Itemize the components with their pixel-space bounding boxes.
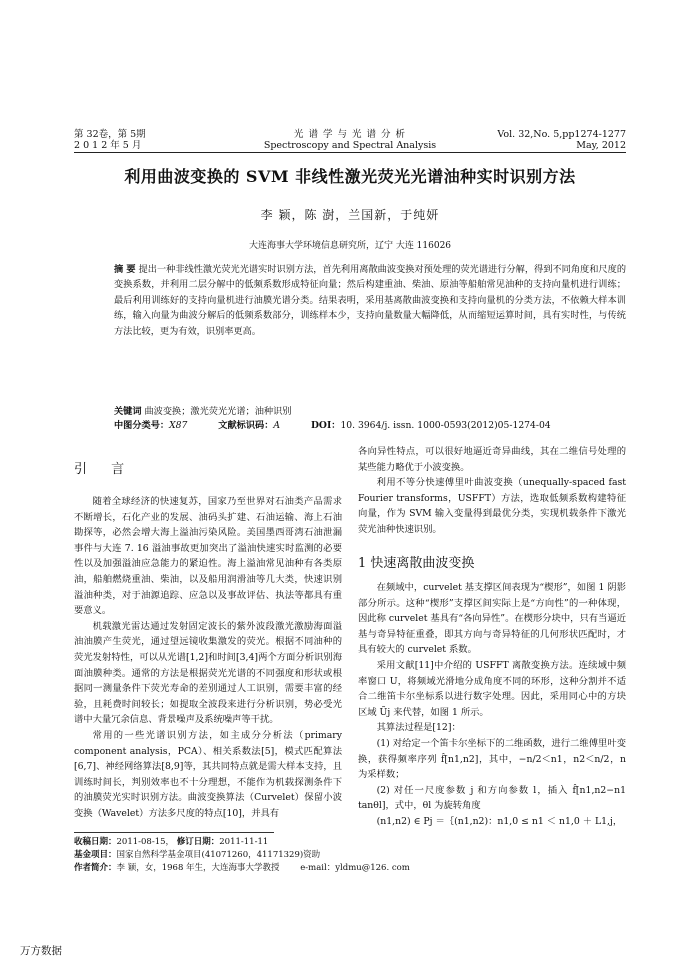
- affiliation: 大连海事大学环境信息研究所，辽宁 大连 116026: [248, 241, 452, 251]
- author-email: e-mail：yldmu@126. com: [300, 863, 410, 873]
- fund-text: 国家自然科学基金项目(41071260，41171329)资助: [116, 850, 321, 860]
- year-month: 2 0 1 2 年 5 月: [74, 140, 142, 151]
- intro-paragraph: 机载激光雷达通过发射固定波长的紫外波段激光激励海面溢油油膜产生荧光，通过望远镜收集激发的荧光。根据不同油种的荧光发射特性，可以从光谱[1,2]和时间[3,4]两个方面分析识别海面油膜种类。通常的方法是根据荧光光谱的不同强度和形状或根据同一测量条件下荧光寿命的差别通过人工识别，需要丰富的经验，且耗费时间较长；如提取全波段来进行分析识别，势必受光谱中大量冗余信息、背景噪声及系统噪声等干扰。: [74, 620, 342, 726]
- fund-line: [74, 849, 626, 862]
- footnote-rule: [74, 832, 274, 833]
- keywords-text: 曲波变换；激光荧光光谱；油种识别: [144, 406, 292, 417]
- abstract: [114, 262, 626, 339]
- section-introduction-title: 引 言: [74, 462, 135, 477]
- author-label: 作者简介：: [74, 863, 117, 873]
- volume-pages: Vol. 32,No. 5,pp1274-1277: [497, 129, 626, 140]
- clc-label: 中图分类号：: [114, 420, 170, 431]
- journal-name-en: Spectroscopy and Spectral Analysis: [263, 140, 437, 151]
- doc-code: A: [273, 420, 281, 431]
- authors: 李 颖，陈 澍，兰国新，于纯妍: [260, 208, 440, 222]
- doc-code-label: 文献标识码：: [218, 420, 274, 431]
- algorithm-step: (2) 对任一尺度参数 j 和方向参数 l，插入 f̂[n1,n2−n1 tanθl]，式中，θl 为旋转角度: [358, 784, 626, 812]
- received-date: 2011-08-15，: [116, 837, 175, 847]
- body-paragraph: 在频域中，curvelet 基支撑区间表现为“楔形”，如图 1 阴影部分所示。这种“楔形”支撑区间实际上是“方向性”的一种体现，因此称 curvelet 基具有“各向异性”。在楔形分块中，只有当逼近基与奇异特征重叠，即其方向与奇异特征的几何形状匹配时，才具有较大的 curvelet 系数。: [358, 582, 626, 656]
- intro-paragraph: 利用不等分快速傅里叶曲波变换（unequally-spaced fast Fourier transforms，USFFT）方法，选取低频系数构建特征向量，作为 SVM 输入变量得到最优分类，实现机载条件下激光荧光油种快速识别。: [358, 477, 626, 535]
- author-bio: 李 颖，女，1968 年生，大连海事大学教授: [116, 863, 280, 873]
- journal-name-cn: 光 谱 学 与 光 谱 分 析: [293, 129, 407, 140]
- author-line: [74, 862, 626, 875]
- received-label: 收稿日期：: [74, 837, 117, 847]
- paper-title: 利用曲波变换的 SVM 非线性激光荧光光谱油种实时识别方法: [124, 167, 576, 186]
- dates-line: [74, 836, 626, 849]
- footnote: [74, 836, 626, 875]
- journal-volume-en: [497, 129, 626, 151]
- keywords-label: 关键词: [114, 406, 142, 417]
- revised-date: 2011-11-11: [219, 837, 269, 847]
- revised-label: 修订日期：: [176, 837, 220, 847]
- intro-paragraph: 随着全球经济的快速复苏，国家乃至世界对石油类产品需求不断增长，石化产业的发展、油码头扩建、石油运输、海上石油勘探等，必然会增大海上溢油污染风险。美国墨西哥湾石油泄漏事件与大连 7. 16 溢油事故更加突出了溢油快速实时监测的必要性以及加强溢油应急能力的紧迫性。海上溢油常见油种有各类原油，船舶燃烧重油、柴油，以及船用润滑油等几大类，快速识别溢油种类，对于油源追踪、应急以及事故评估、执法等都具有重要意义。: [74, 496, 342, 617]
- keywords: [114, 405, 626, 419]
- fund-label: 基金项目：: [74, 850, 117, 860]
- header-rule: [74, 152, 626, 153]
- watermark: 万方数据: [20, 945, 62, 957]
- right-column-top: [358, 444, 626, 538]
- algorithm-step: (1) 对给定一个笛卡尔坐标下的二维函数，进行二维傅里叶变换，获得频率序列 f̂[n1,n2]，其中，−n/2＜n1，n2＜n/2，n 为采样数；: [358, 737, 626, 781]
- left-column: [74, 494, 342, 821]
- clc-code: X87: [169, 420, 188, 431]
- intro-paragraph-cont: 各向异性特点，可以很好地逼近奇异曲线，其在二维信号处理的某些能力略优于小波变换。: [358, 446, 626, 473]
- body-paragraph: 采用文献[11]中介绍的 USFFT 离散变换方法。连续域中频率窗口 U，将频域光滑地分成角度不同的环形，这种分割并不适合二维笛卡尔坐标系以进行数字处理。因此，采用同心中的方块区域 Ũj 来代替，如图 1 所示。: [358, 659, 626, 718]
- doi-label: DOI：: [310, 420, 341, 431]
- equation: (n1,n2) ∈ Pj ＝｛(n1,n2)：n1,0 ≤ n1 ＜ n1,0 ＋ L1,j，: [376, 815, 623, 827]
- volume-number: 第 32卷，第 5期: [74, 129, 146, 140]
- abstract-text: 提出一种非线性激光荧光光谱实时识别方法，首先利用离散曲波变换对预处理的荧光谱进行分解，得到不同角度和尺度的变换系数，并利用二层分解中的低频系数形成特征向量；然后构建重油、柴油、原油等船舶常见油种的支持向量机进行训练；最后利用训练好的支持向量机进行油膜光谱分类。结果表明，采用基离散曲波变换和支持向量机的分类方法，不依赖大样本训练，输入向量为曲波分解后的低频系数部分，训练样本少，支持向量数量大幅降低，从而缩短运算时间，具有实时性，与传统方法比较，更为有效，识别率更高。: [114, 264, 627, 337]
- right-column-bottom: [358, 580, 626, 830]
- classification: [114, 419, 626, 433]
- abstract-label: 摘 要: [114, 264, 136, 275]
- intro-paragraph: 常用的一些光谱识别方法，如主成分分析法（primary component analysis，PCA）、相关系数法[5]，模式匹配算法[6,7]、神经网络算法[8,9]等，其共同特点就是需大样本支持，且训练时间长，判别效率也不十分理想，不能作为机载探测条件下的油膜荧光实时识别方法。曲波变换算法（Curvelet）保留小波变换（Wavelet）方法多尺度的特点[10]，并具有: [74, 729, 342, 819]
- issue-date: May, 2012: [576, 140, 626, 151]
- doi: 10. 3964/j. issn. 1000-0593(2012)05-1274-04: [340, 420, 551, 431]
- body-paragraph: 其算法过程是[12]：: [376, 722, 461, 734]
- section-1-title: 1 快速离散曲波变换: [358, 556, 475, 571]
